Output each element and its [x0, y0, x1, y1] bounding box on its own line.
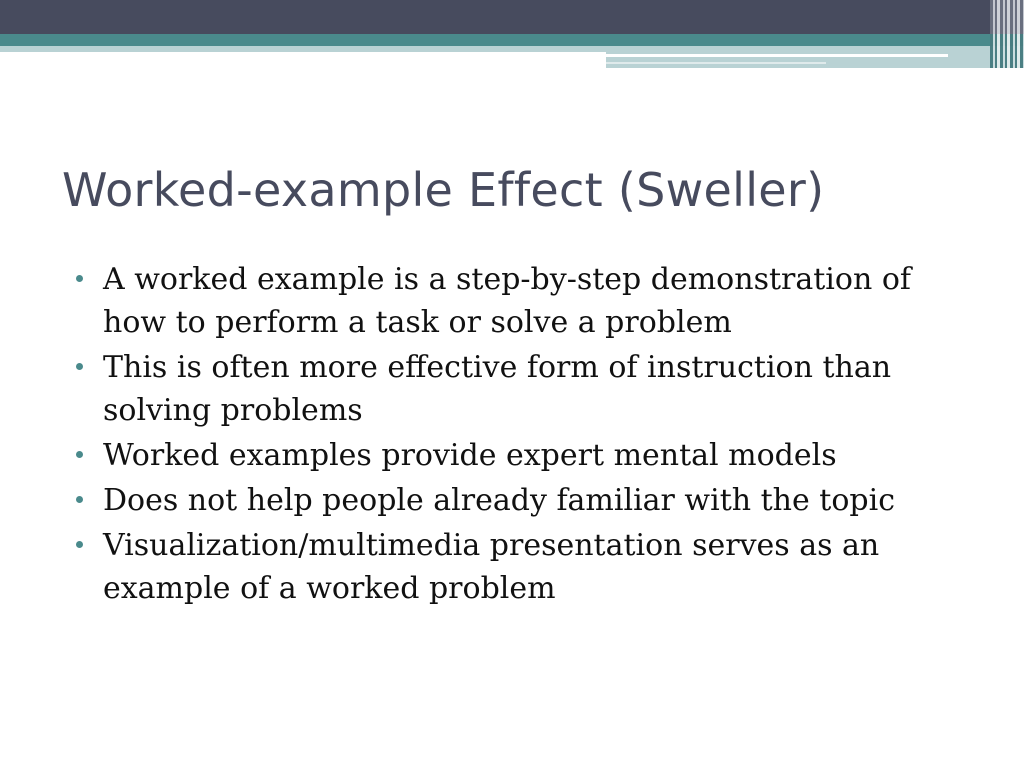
bullet-dot-icon [76, 496, 83, 503]
bullet-text: A worked example is a step-by-step demonstration of how to perform a task or solve a problem [103, 262, 911, 340]
bullet-dot-icon [76, 541, 83, 548]
bullet-item [74, 258, 974, 344]
bullet-dot-icon [76, 275, 83, 282]
bullet-item [74, 346, 974, 432]
bullet-item [74, 524, 974, 610]
bullet-dot-icon [76, 451, 83, 458]
bullet-text: This is often more effective form of instruction than solving problems [103, 350, 892, 428]
bullet-text: Does not help people already familiar with the topic [103, 483, 895, 518]
header-teal-band [0, 34, 1024, 46]
header-right-line [606, 54, 948, 57]
slide-title: Worked-example Effect (Sweller) [62, 163, 825, 217]
header-dark-band [0, 0, 1024, 34]
bullet-item [74, 434, 974, 477]
bullet-list [74, 258, 974, 612]
bullet-text: Visualization/multimedia presentation serves as an example of a worked problem [103, 528, 880, 606]
bullet-text: Worked examples provide expert mental models [103, 438, 837, 473]
bullet-item [74, 479, 974, 522]
header-stripes [990, 34, 1024, 68]
header-right-line [606, 62, 826, 64]
header-right-block [606, 46, 1024, 68]
bullet-dot-icon [76, 363, 83, 370]
